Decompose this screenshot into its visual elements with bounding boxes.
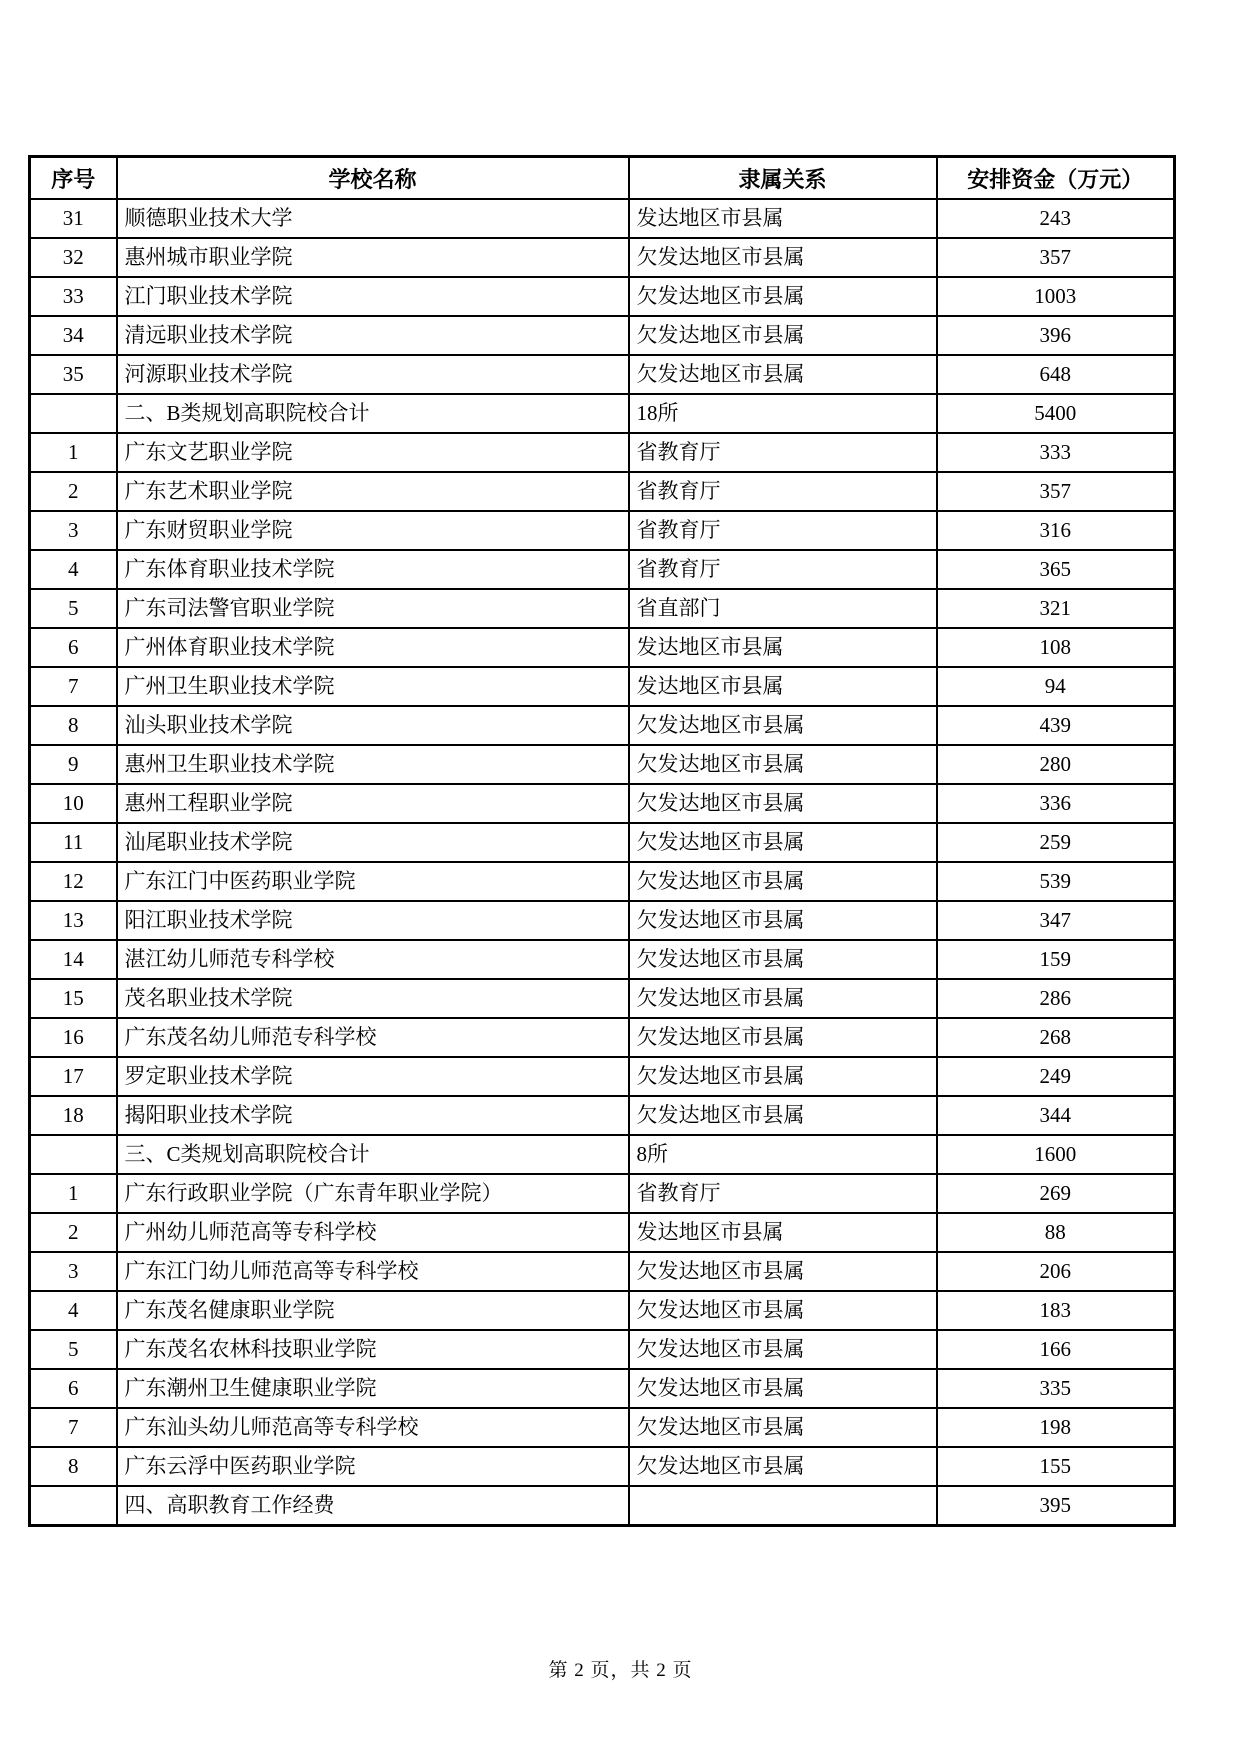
row-index-cell: 4 [30, 550, 117, 589]
school-name-cell: 二、B类规划高职院校合计 [117, 394, 629, 433]
school-name-cell: 四、高职教育工作经费 [117, 1486, 629, 1526]
amount-cell: 206 [937, 1252, 1175, 1291]
school-name-cell: 罗定职业技术学院 [117, 1057, 629, 1096]
school-name-cell: 广东司法警官职业学院 [117, 589, 629, 628]
affiliation-cell: 欠发达地区市县属 [629, 862, 937, 901]
table-row [30, 784, 1175, 823]
amount-cell: 159 [937, 940, 1175, 979]
affiliation-cell: 发达地区市县属 [629, 628, 937, 667]
affiliation-cell: 欠发达地区市县属 [629, 940, 937, 979]
row-index-cell: 12 [30, 862, 117, 901]
amount-cell: 316 [937, 511, 1175, 550]
school-name-cell: 广东茂名幼儿师范专科学校 [117, 1018, 629, 1057]
row-index-cell: 14 [30, 940, 117, 979]
table-row [30, 667, 1175, 706]
table-row [30, 1174, 1175, 1213]
affiliation-cell: 发达地区市县属 [629, 1213, 937, 1252]
section-summary-row [30, 394, 1175, 433]
school-name-cell: 河源职业技术学院 [117, 355, 629, 394]
amount-cell: 365 [937, 550, 1175, 589]
row-index-cell [30, 394, 117, 433]
table-row [30, 1213, 1175, 1252]
allocation-table [28, 155, 1176, 1527]
table-row [30, 1291, 1175, 1330]
school-name-cell: 广州体育职业技术学院 [117, 628, 629, 667]
affiliation-cell: 发达地区市县属 [629, 199, 937, 238]
school-name-cell: 广东体育职业技术学院 [117, 550, 629, 589]
row-index-cell: 6 [30, 628, 117, 667]
page-number-footer: 第 2 页，共 2 页 [548, 1660, 693, 1681]
affiliation-cell: 欠发达地区市县属 [629, 784, 937, 823]
school-name-cell: 广东文艺职业学院 [117, 433, 629, 472]
row-index-cell [30, 1135, 117, 1174]
school-name-cell: 广东茂名农林科技职业学院 [117, 1330, 629, 1369]
affiliation-cell: 欠发达地区市县属 [629, 316, 937, 355]
row-index-cell: 4 [30, 1291, 117, 1330]
table-header-row [30, 157, 1175, 200]
table-row [30, 940, 1175, 979]
affiliation-cell [629, 1486, 937, 1526]
row-index-cell: 8 [30, 706, 117, 745]
school-name-cell: 揭阳职业技术学院 [117, 1096, 629, 1135]
amount-cell: 249 [937, 1057, 1175, 1096]
school-name-cell: 广东茂名健康职业学院 [117, 1291, 629, 1330]
table-row [30, 628, 1175, 667]
amount-cell: 357 [937, 238, 1175, 277]
affiliation-cell: 8所 [629, 1135, 937, 1174]
affiliation-cell: 欠发达地区市县属 [629, 706, 937, 745]
school-name-cell: 顺德职业技术大学 [117, 199, 629, 238]
amount-cell: 198 [937, 1408, 1175, 1447]
row-index-cell: 5 [30, 589, 117, 628]
table-row [30, 1018, 1175, 1057]
amount-cell: 269 [937, 1174, 1175, 1213]
row-index-cell: 33 [30, 277, 117, 316]
row-index-cell: 7 [30, 667, 117, 706]
table-row [30, 433, 1175, 472]
affiliation-cell: 发达地区市县属 [629, 667, 937, 706]
table-row [30, 550, 1175, 589]
table-row [30, 901, 1175, 940]
header-col-school-name: 学校名称 [117, 157, 629, 200]
amount-cell: 321 [937, 589, 1175, 628]
table-row [30, 277, 1175, 316]
school-name-cell: 广东江门中医药职业学院 [117, 862, 629, 901]
affiliation-cell: 欠发达地区市县属 [629, 979, 937, 1018]
table-row [30, 862, 1175, 901]
affiliation-cell: 欠发达地区市县属 [629, 1018, 937, 1057]
header-col-amount: 安排资金（万元） [937, 157, 1175, 200]
affiliation-cell: 欠发达地区市县属 [629, 277, 937, 316]
amount-cell: 648 [937, 355, 1175, 394]
row-index-cell: 35 [30, 355, 117, 394]
affiliation-cell: 欠发达地区市县属 [629, 1369, 937, 1408]
row-index-cell: 31 [30, 199, 117, 238]
affiliation-cell: 欠发达地区市县属 [629, 1096, 937, 1135]
row-index-cell [30, 1486, 117, 1526]
amount-cell: 5400 [937, 394, 1175, 433]
affiliation-cell: 欠发达地区市县属 [629, 823, 937, 862]
amount-cell: 396 [937, 316, 1175, 355]
school-name-cell: 广州卫生职业技术学院 [117, 667, 629, 706]
affiliation-cell: 欠发达地区市县属 [629, 1291, 937, 1330]
row-index-cell: 3 [30, 511, 117, 550]
table-row [30, 316, 1175, 355]
amount-cell: 439 [937, 706, 1175, 745]
amount-cell: 333 [937, 433, 1175, 472]
amount-cell: 259 [937, 823, 1175, 862]
affiliation-cell: 省教育厅 [629, 1174, 937, 1213]
amount-cell: 268 [937, 1018, 1175, 1057]
table-row [30, 238, 1175, 277]
amount-cell: 1003 [937, 277, 1175, 316]
school-name-cell: 三、C类规划高职院校合计 [117, 1135, 629, 1174]
row-index-cell: 13 [30, 901, 117, 940]
school-name-cell: 湛江幼儿师范专科学校 [117, 940, 629, 979]
affiliation-cell: 欠发达地区市县属 [629, 1330, 937, 1369]
school-name-cell: 广东潮州卫生健康职业学院 [117, 1369, 629, 1408]
row-index-cell: 9 [30, 745, 117, 784]
table-row [30, 706, 1175, 745]
section-summary-row [30, 1135, 1175, 1174]
amount-cell: 88 [937, 1213, 1175, 1252]
table-row [30, 823, 1175, 862]
school-name-cell: 广州幼儿师范高等专科学校 [117, 1213, 629, 1252]
row-index-cell: 6 [30, 1369, 117, 1408]
header-col-index: 序号 [30, 157, 117, 200]
header-col-affiliation: 隶属关系 [629, 157, 937, 200]
school-name-cell: 江门职业技术学院 [117, 277, 629, 316]
amount-cell: 344 [937, 1096, 1175, 1135]
amount-cell: 1600 [937, 1135, 1175, 1174]
school-name-cell: 广东艺术职业学院 [117, 472, 629, 511]
row-index-cell: 2 [30, 472, 117, 511]
table-row [30, 1252, 1175, 1291]
table-row [30, 1330, 1175, 1369]
row-index-cell: 8 [30, 1447, 117, 1486]
school-name-cell: 广东财贸职业学院 [117, 511, 629, 550]
amount-cell: 155 [937, 1447, 1175, 1486]
table-row [30, 199, 1175, 238]
table-row [30, 472, 1175, 511]
school-name-cell: 广东汕头幼儿师范高等专科学校 [117, 1408, 629, 1447]
amount-cell: 395 [937, 1486, 1175, 1526]
school-name-cell: 汕头职业技术学院 [117, 706, 629, 745]
school-name-cell: 惠州城市职业学院 [117, 238, 629, 277]
school-name-cell: 广东行政职业学院（广东青年职业学院） [117, 1174, 629, 1213]
school-name-cell: 汕尾职业技术学院 [117, 823, 629, 862]
row-index-cell: 16 [30, 1018, 117, 1057]
amount-cell: 243 [937, 199, 1175, 238]
affiliation-cell: 欠发达地区市县属 [629, 901, 937, 940]
school-name-cell: 惠州卫生职业技术学院 [117, 745, 629, 784]
table-row [30, 1369, 1175, 1408]
amount-cell: 286 [937, 979, 1175, 1018]
affiliation-cell: 18所 [629, 394, 937, 433]
table-row [30, 1447, 1175, 1486]
row-index-cell: 1 [30, 433, 117, 472]
school-table-body [30, 199, 1175, 1526]
affiliation-cell: 省教育厅 [629, 550, 937, 589]
amount-cell: 166 [937, 1330, 1175, 1369]
school-name-cell: 清远职业技术学院 [117, 316, 629, 355]
amount-cell: 539 [937, 862, 1175, 901]
amount-cell: 280 [937, 745, 1175, 784]
school-name-cell: 广东江门幼儿师范高等专科学校 [117, 1252, 629, 1291]
row-index-cell: 10 [30, 784, 117, 823]
table-row [30, 355, 1175, 394]
amount-cell: 108 [937, 628, 1175, 667]
amount-cell: 357 [937, 472, 1175, 511]
table-row [30, 979, 1175, 1018]
row-index-cell: 17 [30, 1057, 117, 1096]
affiliation-cell: 欠发达地区市县属 [629, 1252, 937, 1291]
amount-cell: 183 [937, 1291, 1175, 1330]
amount-cell: 347 [937, 901, 1175, 940]
row-index-cell: 32 [30, 238, 117, 277]
school-name-cell: 广东云浮中医药职业学院 [117, 1447, 629, 1486]
row-index-cell: 3 [30, 1252, 117, 1291]
amount-cell: 94 [937, 667, 1175, 706]
affiliation-cell: 省教育厅 [629, 433, 937, 472]
table-row [30, 589, 1175, 628]
row-index-cell: 11 [30, 823, 117, 862]
row-index-cell: 2 [30, 1213, 117, 1252]
school-name-cell: 茂名职业技术学院 [117, 979, 629, 1018]
affiliation-cell: 欠发达地区市县属 [629, 238, 937, 277]
affiliation-cell: 省直部门 [629, 589, 937, 628]
table-row [30, 1096, 1175, 1135]
row-index-cell: 5 [30, 1330, 117, 1369]
affiliation-cell: 欠发达地区市县属 [629, 1447, 937, 1486]
row-index-cell: 7 [30, 1408, 117, 1447]
affiliation-cell: 欠发达地区市县属 [629, 1408, 937, 1447]
school-name-cell: 惠州工程职业学院 [117, 784, 629, 823]
amount-cell: 336 [937, 784, 1175, 823]
affiliation-cell: 省教育厅 [629, 511, 937, 550]
affiliation-cell: 欠发达地区市县属 [629, 1057, 937, 1096]
table-row [30, 1408, 1175, 1447]
section-summary-row [30, 1486, 1175, 1526]
row-index-cell: 1 [30, 1174, 117, 1213]
affiliation-cell: 欠发达地区市县属 [629, 745, 937, 784]
affiliation-cell: 省教育厅 [629, 472, 937, 511]
affiliation-cell: 欠发达地区市县属 [629, 355, 937, 394]
row-index-cell: 18 [30, 1096, 117, 1135]
amount-cell: 335 [937, 1369, 1175, 1408]
table-row [30, 1057, 1175, 1096]
row-index-cell: 15 [30, 979, 117, 1018]
row-index-cell: 34 [30, 316, 117, 355]
school-name-cell: 阳江职业技术学院 [117, 901, 629, 940]
table-row [30, 745, 1175, 784]
table-row [30, 511, 1175, 550]
